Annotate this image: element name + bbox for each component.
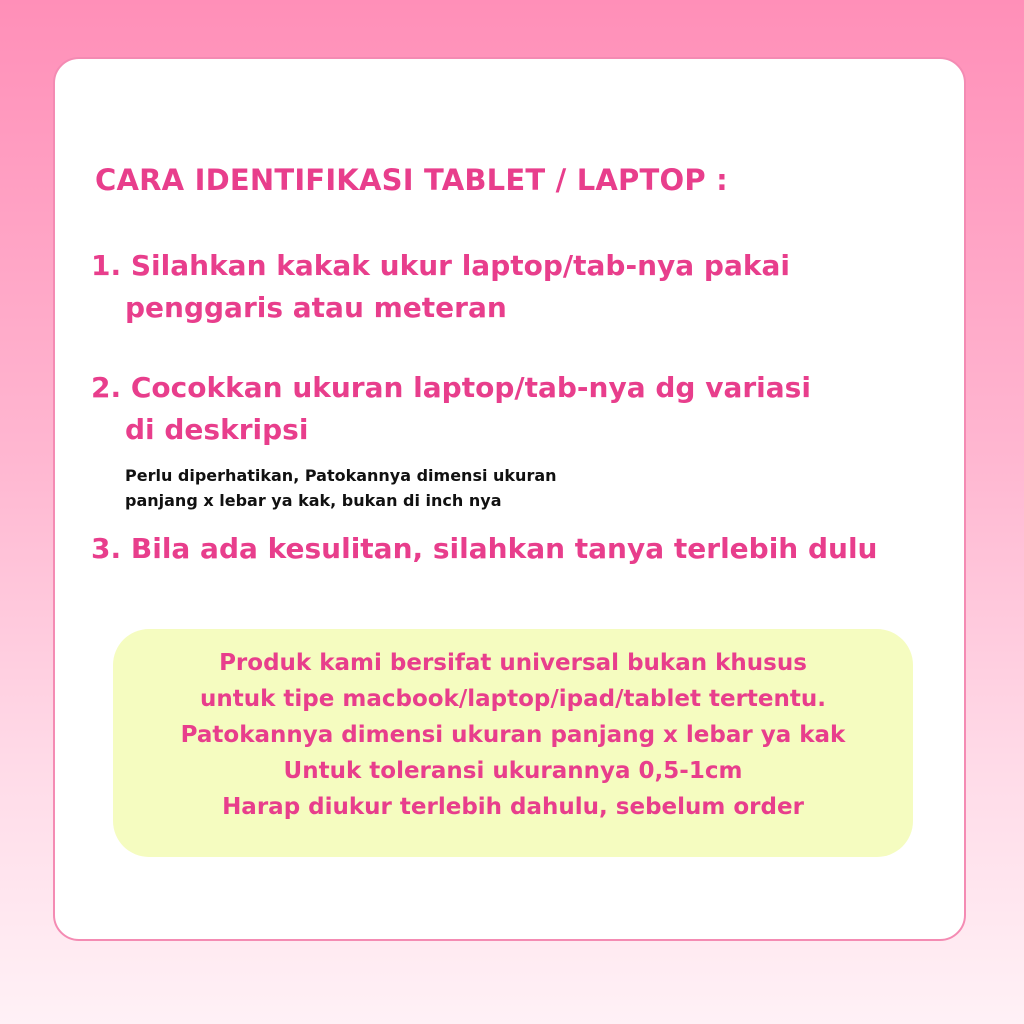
step-2-text: Cocokkan ukuran laptop/tab-nya dg variasi: [130, 371, 811, 404]
info-line-4: Untuk toleransi ukurannya 0,5-1cm: [283, 758, 743, 784]
instruction-card: [53, 57, 966, 941]
step-2-number: 2.: [91, 371, 122, 404]
step-3-number: 3.: [91, 532, 122, 565]
step-2: [91, 367, 811, 451]
step-2-line-1: [91, 367, 811, 409]
step-2-line-2: di deskripsi: [125, 413, 309, 446]
measurement-note: [125, 463, 557, 513]
note-line-1: Perlu diperhatikan, Patokannya dimensi ukuran: [125, 466, 557, 485]
info-line-1: Produk kami bersifat universal bukan khusus: [219, 650, 807, 676]
info-line-2: untuk tipe macbook/laptop/ipad/tablet tertentu.: [200, 686, 826, 712]
note-line-2: panjang x lebar ya kak, bukan di inch nya: [125, 491, 502, 510]
universal-product-info-box: [113, 629, 913, 857]
step-3-line-1: [91, 528, 877, 570]
page-title: CARA IDENTIFIKASI TABLET / LAPTOP :: [95, 163, 728, 197]
step-1-text: Silahkan kakak ukur laptop/tab-nya pakai: [130, 249, 790, 282]
step-1-line-1: [91, 245, 790, 287]
info-line-3: Patokannya dimensi ukuran panjang x lebar ya kak: [180, 722, 846, 748]
step-1-line-2: penggaris atau meteran: [125, 291, 507, 324]
step-1: [91, 245, 790, 329]
info-line-5: Harap diukur terlebih dahulu, sebelum order: [222, 794, 804, 820]
step-3-text: Bila ada kesulitan, silahkan tanya terlebih dulu: [130, 532, 878, 565]
step-1-number: 1.: [91, 249, 122, 282]
step-3: [91, 528, 877, 570]
